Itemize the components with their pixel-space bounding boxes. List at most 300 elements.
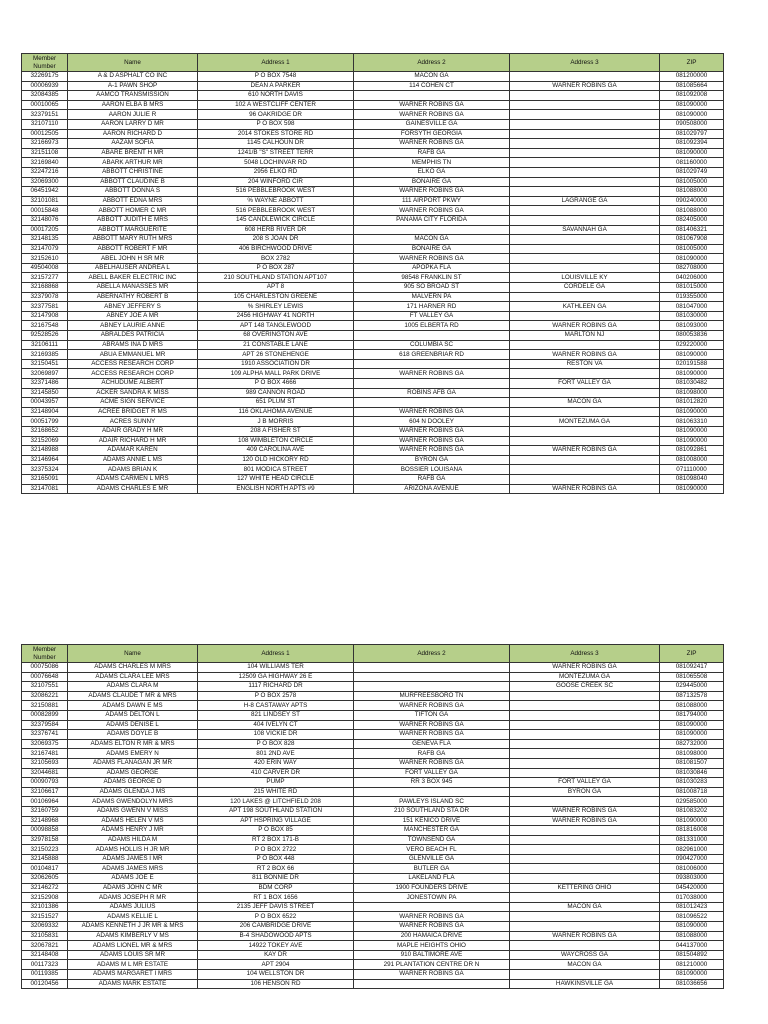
cell-name: ACREE BRIDGET R MS xyxy=(68,407,198,417)
cell-address-1: 108 WIMBLETON CIRCLE xyxy=(198,436,354,446)
cell-member-number: 00075086 xyxy=(22,663,68,673)
table-row xyxy=(22,302,724,312)
cell-address-2: WARNER ROBINS GA xyxy=(354,187,510,197)
cell-name: ABRALDES PATRICIA xyxy=(68,331,198,341)
cell-address-2 xyxy=(354,225,510,235)
cell-address-1: 105 CHARLESTON GREENE xyxy=(198,292,354,302)
cell-member-number: 32062605 xyxy=(22,874,68,884)
cell-member-number: 00090793 xyxy=(22,778,68,788)
cell-address-2: 1900 FOUNDERS DRIVE xyxy=(354,883,510,893)
cell-member-number: 32147079 xyxy=(22,244,68,254)
cell-address-2: BOSSIER LOUISANA xyxy=(354,465,510,475)
cell-address-3 xyxy=(510,388,660,398)
table-row xyxy=(22,235,724,245)
cell-member-number: 92528526 xyxy=(22,331,68,341)
table-row xyxy=(22,970,724,980)
cell-zip: 081036656 xyxy=(660,979,724,989)
cell-member-number: 32069300 xyxy=(22,177,68,187)
cell-address-3 xyxy=(510,369,660,379)
cell-address-2: 114 COHEN CT xyxy=(354,81,510,91)
cell-address-1: APT 198 SOUTHLAND STATION xyxy=(198,806,354,816)
cell-name: ABBOTT ROBERT F MR xyxy=(68,244,198,254)
cell-member-number: 32150451 xyxy=(22,359,68,369)
cell-member-number: 00104817 xyxy=(22,864,68,874)
cell-name: ABBOTT EDNA MRS xyxy=(68,196,198,206)
cell-address-2: WARNER ROBINS GA xyxy=(354,100,510,110)
cell-address-2: WARNER ROBINS GA xyxy=(354,970,510,980)
cell-member-number: 32379078 xyxy=(22,292,68,302)
cell-address-3: RESTON VA xyxy=(510,359,660,369)
cell-zip: 082961000 xyxy=(660,845,724,855)
cell-zip: 081065508 xyxy=(660,672,724,682)
cell-member-number: 32167481 xyxy=(22,749,68,759)
cell-address-1: ENGLISH NORTH APTS #9 xyxy=(198,484,354,494)
cell-name: ADAMS CHARLES E MR xyxy=(68,484,198,494)
cell-zip: 040206000 xyxy=(660,273,724,283)
table-row xyxy=(22,672,724,682)
table-row xyxy=(22,100,724,110)
member-table xyxy=(21,53,724,494)
cell-address-1: 516 PEBBLEBROOK WEST xyxy=(198,187,354,197)
cell-member-number: 32044681 xyxy=(22,768,68,778)
cell-name: ABEL JOHN H SR MR xyxy=(68,254,198,264)
cell-address-2: WARNER ROBINS GA xyxy=(354,701,510,711)
cell-zip: 081088000 xyxy=(660,206,724,216)
table-row xyxy=(22,292,724,302)
cell-zip: 081090000 xyxy=(660,407,724,417)
cell-zip: 081200000 xyxy=(660,72,724,82)
cell-name: ADAMS MARGARET I MRS xyxy=(68,970,198,980)
cell-address-1: P O BOX 4666 xyxy=(198,379,354,389)
cell-address-2 xyxy=(354,902,510,912)
cell-address-1: APT 2904 xyxy=(198,960,354,970)
cell-zip: 081098000 xyxy=(660,749,724,759)
cell-name: AARON ELBA B MRS xyxy=(68,100,198,110)
cell-member-number: 32069375 xyxy=(22,739,68,749)
cell-name: A & D ASPHALT CO INC xyxy=(68,72,198,82)
member-table-2-container xyxy=(21,644,723,989)
cell-zip: 090427000 xyxy=(660,854,724,864)
cell-address-2 xyxy=(354,398,510,408)
cell-member-number: 32151108 xyxy=(22,148,68,158)
cell-member-number: 32146964 xyxy=(22,455,68,465)
cell-zip: 081029749 xyxy=(660,167,724,177)
table-row xyxy=(22,91,724,101)
cell-member-number: 32086221 xyxy=(22,691,68,701)
cell-address-2 xyxy=(354,787,510,797)
cell-address-3: LOUISVILLE KY xyxy=(510,273,660,283)
cell-address-1: 21 CONSTABLE LANE xyxy=(198,340,354,350)
cell-address-2: GAINESVILLE GA xyxy=(354,119,510,129)
cell-address-2: PAWLEYS ISLAND SC xyxy=(354,797,510,807)
cell-address-2: BONAIRE GA xyxy=(354,177,510,187)
cell-address-3 xyxy=(510,455,660,465)
cell-address-1: APT 148 TANGLEWOOD xyxy=(198,321,354,331)
cell-address-3: FORT VALLEY GA xyxy=(510,379,660,389)
table-row xyxy=(22,835,724,845)
cell-address-3 xyxy=(510,826,660,836)
cell-address-3 xyxy=(510,110,660,120)
cell-address-3: KATHLEEN GA xyxy=(510,302,660,312)
cell-zip: 029220000 xyxy=(660,340,724,350)
cell-address-3 xyxy=(510,340,660,350)
cell-address-1: 208 A FISHER ST xyxy=(198,426,354,436)
cell-zip: 081816008 xyxy=(660,826,724,836)
cell-address-3: LAGRANGE GA xyxy=(510,196,660,206)
cell-address-1: 120 LAKES @ LITCHFIELD 208 xyxy=(198,797,354,807)
table-header-row xyxy=(22,645,724,663)
cell-zip: 081098040 xyxy=(660,474,724,484)
cell-name: ADAMS KIMBERLY V MS xyxy=(68,931,198,941)
cell-member-number: 32148988 xyxy=(22,446,68,456)
cell-address-2: FT VALLEY GA xyxy=(354,311,510,321)
cell-member-number: 32377581 xyxy=(22,302,68,312)
member-table-1-container xyxy=(21,53,723,494)
cell-address-2: 1005 ELBERTA RD xyxy=(354,321,510,331)
cell-address-3: HAWKINSVILLE GA xyxy=(510,979,660,989)
cell-zip: 019355000 xyxy=(660,292,724,302)
cell-name: AAMCO TRANSMISSION xyxy=(68,91,198,101)
cell-name: ADAMS GWENDOLYN MRS xyxy=(68,797,198,807)
cell-member-number: 32371486 xyxy=(22,379,68,389)
cell-member-number: 32379151 xyxy=(22,110,68,120)
cell-address-2: VERO BEACH FL xyxy=(354,845,510,855)
cell-zip: 081160000 xyxy=(660,158,724,168)
cell-member-number: 32269175 xyxy=(22,72,68,82)
cell-address-2 xyxy=(354,331,510,341)
cell-name: ADAMAR KAREN xyxy=(68,446,198,456)
cell-address-1: 215 WHITE RD xyxy=(198,787,354,797)
cell-zip: 081090000 xyxy=(660,730,724,740)
cell-member-number: 32978158 xyxy=(22,835,68,845)
cell-address-3 xyxy=(510,768,660,778)
table-header-row xyxy=(22,54,724,72)
cell-member-number: 32147908 xyxy=(22,311,68,321)
cell-address-1: 608 HERB RIVER DR xyxy=(198,225,354,235)
cell-name: ADAMS CLAUDE T MR & MRS xyxy=(68,691,198,701)
cell-address-3 xyxy=(510,730,660,740)
cell-address-1: BDM CORP xyxy=(198,883,354,893)
cell-address-3: WARNER ROBINS GA xyxy=(510,806,660,816)
cell-zip: 082708000 xyxy=(660,263,724,273)
cell-address-3 xyxy=(510,187,660,197)
table-row xyxy=(22,768,724,778)
cell-member-number: 00098858 xyxy=(22,826,68,836)
column-header-address-3: Address 3 xyxy=(510,54,660,72)
cell-address-2: RAFB GA xyxy=(354,749,510,759)
cell-address-2: WARNER ROBINS GA xyxy=(354,369,510,379)
cell-address-1: 821 LINDSEY ST xyxy=(198,710,354,720)
cell-address-3 xyxy=(510,311,660,321)
cell-member-number: 32151527 xyxy=(22,912,68,922)
cell-address-1: % WAYNE ABBOTT xyxy=(198,196,354,206)
table-row xyxy=(22,283,724,293)
cell-address-3 xyxy=(510,912,660,922)
table-row xyxy=(22,893,724,903)
cell-zip: 081030283 xyxy=(660,778,724,788)
table-row xyxy=(22,215,724,225)
cell-zip: 081098000 xyxy=(660,388,724,398)
cell-address-2: MEMPHIS TN xyxy=(354,158,510,168)
cell-address-3 xyxy=(510,426,660,436)
cell-address-3 xyxy=(510,292,660,302)
cell-address-3: WARNER ROBINS GA xyxy=(510,81,660,91)
cell-address-1: 1241/B "S" STREET TERR xyxy=(198,148,354,158)
cell-address-2 xyxy=(354,91,510,101)
cell-member-number: 32152069 xyxy=(22,436,68,446)
cell-name: ADAMS CARMEN L MRS xyxy=(68,474,198,484)
table-row xyxy=(22,244,724,254)
cell-member-number: 32168868 xyxy=(22,283,68,293)
cell-member-number: 32150881 xyxy=(22,701,68,711)
cell-address-2: TOWNSEND GA xyxy=(354,835,510,845)
cell-member-number: 32069897 xyxy=(22,369,68,379)
table-row xyxy=(22,110,724,120)
cell-address-2: 171 HARNER RD xyxy=(354,302,510,312)
cell-address-1: P O BOX 598 xyxy=(198,119,354,129)
cell-zip: 081090000 xyxy=(660,369,724,379)
cell-address-2: ARIZONA AVENUE xyxy=(354,484,510,494)
cell-member-number: 00051799 xyxy=(22,417,68,427)
cell-zip: 071110000 xyxy=(660,465,724,475)
cell-zip: 081088000 xyxy=(660,701,724,711)
cell-zip: 082732000 xyxy=(660,739,724,749)
cell-address-1: 127 WHITE HEAD CIRCLE xyxy=(198,474,354,484)
cell-address-3: WARNER ROBINS GA xyxy=(510,663,660,673)
table-row xyxy=(22,206,724,216)
cell-address-2: GENEVA FLA xyxy=(354,739,510,749)
cell-zip: 081088000 xyxy=(660,931,724,941)
table-row xyxy=(22,749,724,759)
cell-member-number: 32247216 xyxy=(22,167,68,177)
table-row xyxy=(22,710,724,720)
cell-name: ABBOTT DONNA S xyxy=(68,187,198,197)
cell-address-1: 145 CANDLEWICK CIRCLE xyxy=(198,215,354,225)
cell-zip: 090508000 xyxy=(660,119,724,129)
table-row xyxy=(22,845,724,855)
cell-member-number: 00017205 xyxy=(22,225,68,235)
table-row xyxy=(22,720,724,730)
cell-name: ADAMS ELTON R MR & MRS xyxy=(68,739,198,749)
cell-zip: 080053836 xyxy=(660,331,724,341)
cell-address-3 xyxy=(510,474,660,484)
cell-zip: 081030482 xyxy=(660,379,724,389)
cell-member-number: 49504008 xyxy=(22,263,68,273)
cell-address-3: WARNER ROBINS GA xyxy=(510,446,660,456)
cell-member-number: 00012505 xyxy=(22,129,68,139)
cell-address-1: DEAN A PARKER xyxy=(198,81,354,91)
cell-address-1: 610 NORTH DAVIS xyxy=(198,91,354,101)
cell-zip: 081090000 xyxy=(660,436,724,446)
cell-zip: 081030846 xyxy=(660,768,724,778)
cell-address-3 xyxy=(510,874,660,884)
cell-member-number: 32145850 xyxy=(22,388,68,398)
cell-name: ABBOTT MARY RUTH MRS xyxy=(68,235,198,245)
cell-address-3: WAYCROSS GA xyxy=(510,950,660,960)
table-row xyxy=(22,388,724,398)
cell-address-1: 108 VICKIE DR xyxy=(198,730,354,740)
column-header-address-1: Address 1 xyxy=(198,645,354,663)
cell-address-2: WARNER ROBINS GA xyxy=(354,254,510,264)
cell-address-1: 14922 TOKEY AVE xyxy=(198,941,354,951)
cell-address-1: 801 2ND AVE xyxy=(198,749,354,759)
table-row xyxy=(22,941,724,951)
cell-address-3 xyxy=(510,129,660,139)
table-row xyxy=(22,787,724,797)
table-row xyxy=(22,474,724,484)
cell-name: ADAIR GRADY H MR xyxy=(68,426,198,436)
cell-member-number: 32150223 xyxy=(22,845,68,855)
cell-address-1: 106 HENSON RD xyxy=(198,979,354,989)
cell-address-1: P O BOX 448 xyxy=(198,854,354,864)
table-row xyxy=(22,407,724,417)
table-row xyxy=(22,682,724,692)
cell-zip: 081794000 xyxy=(660,710,724,720)
cell-address-2 xyxy=(354,682,510,692)
cell-address-1: APT HSPRING VILLAGE xyxy=(198,816,354,826)
cell-address-3: CORDELE GA xyxy=(510,283,660,293)
cell-member-number: 00015848 xyxy=(22,206,68,216)
table-row xyxy=(22,465,724,475)
cell-member-number: 00082899 xyxy=(22,710,68,720)
cell-address-3 xyxy=(510,167,660,177)
cell-zip: 081029797 xyxy=(660,129,724,139)
table-row xyxy=(22,379,724,389)
cell-zip: 081090000 xyxy=(660,254,724,264)
cell-member-number: 32148968 xyxy=(22,816,68,826)
table-row xyxy=(22,225,724,235)
cell-address-3: GOOSE CREEK SC xyxy=(510,682,660,692)
cell-address-2 xyxy=(354,672,510,682)
table-row xyxy=(22,663,724,673)
cell-address-2: MURFREESBORO TN xyxy=(354,691,510,701)
cell-zip: 029585000 xyxy=(660,797,724,807)
cell-zip: 045420000 xyxy=(660,883,724,893)
cell-address-2 xyxy=(354,979,510,989)
cell-address-2: 200 HAMAICA DRIVE xyxy=(354,931,510,941)
cell-zip: 081092008 xyxy=(660,91,724,101)
table-row xyxy=(22,340,724,350)
cell-member-number: 32084385 xyxy=(22,91,68,101)
cell-member-number: 00076648 xyxy=(22,672,68,682)
cell-address-3 xyxy=(510,177,660,187)
cell-name: ABELHAUSER ANDREA L xyxy=(68,263,198,273)
cell-address-2: BUTLER GA xyxy=(354,864,510,874)
table-row xyxy=(22,369,724,379)
cell-zip: 081081507 xyxy=(660,758,724,768)
table-row xyxy=(22,922,724,932)
cell-member-number: 32375324 xyxy=(22,465,68,475)
column-header-member-number: Member Number xyxy=(22,645,68,663)
table-row xyxy=(22,730,724,740)
table-row xyxy=(22,196,724,206)
cell-zip: 081090000 xyxy=(660,816,724,826)
table-row xyxy=(22,902,724,912)
cell-member-number: 32148135 xyxy=(22,235,68,245)
cell-address-1: RT 1 BOX 1656 xyxy=(198,893,354,903)
cell-name: ADAMS M L MR ESTATE xyxy=(68,960,198,970)
table-row xyxy=(22,158,724,168)
cell-zip: 081090000 xyxy=(660,110,724,120)
cell-address-2: RR 3 BOX 945 xyxy=(354,778,510,788)
cell-zip: 090240000 xyxy=(660,196,724,206)
cell-address-1: 651 PLUM ST xyxy=(198,398,354,408)
cell-address-2: APOPKA FLA xyxy=(354,263,510,273)
table-row xyxy=(22,950,724,960)
cell-address-3 xyxy=(510,893,660,903)
cell-name: ADAMS LIONEL MR & MRS xyxy=(68,941,198,951)
cell-address-2: WARNER ROBINS GA xyxy=(354,720,510,730)
cell-address-1: 104 WILLIAMS TER xyxy=(198,663,354,673)
cell-member-number: 32105831 xyxy=(22,931,68,941)
cell-member-number: 32168652 xyxy=(22,426,68,436)
cell-address-3 xyxy=(510,119,660,129)
cell-member-number: 32106617 xyxy=(22,787,68,797)
cell-member-number: 32146272 xyxy=(22,883,68,893)
cell-name: ADAMS GEORGE xyxy=(68,768,198,778)
cell-member-number: 32105693 xyxy=(22,758,68,768)
cell-member-number: 32152610 xyxy=(22,254,68,264)
cell-address-2: ELKO GA xyxy=(354,167,510,177)
cell-zip: 081008718 xyxy=(660,787,724,797)
table-row xyxy=(22,72,724,82)
table-row xyxy=(22,359,724,369)
column-header-address-1: Address 1 xyxy=(198,54,354,72)
cell-name: ADAMS JAMES I MR xyxy=(68,854,198,864)
cell-address-3: KETTERING OHIO xyxy=(510,883,660,893)
cell-address-1: 104 WELLSTON DR xyxy=(198,970,354,980)
cell-address-2: WARNER ROBINS GA xyxy=(354,446,510,456)
cell-name: ACHUDUME ALBERT xyxy=(68,379,198,389)
cell-name: ABARK ARTHUR MR xyxy=(68,158,198,168)
cell-address-2: ROBINS AFB GA xyxy=(354,388,510,398)
cell-address-3 xyxy=(510,148,660,158)
cell-address-1: B-4 SHADOWOOD APTS xyxy=(198,931,354,941)
cell-address-3: WARNER ROBINS GA xyxy=(510,350,660,360)
cell-member-number: 32107551 xyxy=(22,682,68,692)
table-row xyxy=(22,691,724,701)
cell-zip: 081406321 xyxy=(660,225,724,235)
table-row xyxy=(22,167,724,177)
cell-address-3 xyxy=(510,970,660,980)
cell-zip: 081504892 xyxy=(660,950,724,960)
cell-address-1: P O BOX 7548 xyxy=(198,72,354,82)
cell-member-number: 32166973 xyxy=(22,139,68,149)
cell-zip: 081092861 xyxy=(660,446,724,456)
cell-name: ABBOTT MARGUERITE xyxy=(68,225,198,235)
cell-address-1: 206 CAMBRIDGE DRIVE xyxy=(198,922,354,932)
cell-zip: 081092417 xyxy=(660,663,724,673)
cell-name: ABNEY LAURIE ANNE xyxy=(68,321,198,331)
cell-address-1: BOX 2782 xyxy=(198,254,354,264)
cell-zip: 081090000 xyxy=(660,484,724,494)
cell-address-1: 2956 ELKO RD xyxy=(198,167,354,177)
cell-address-1: 210 SOUTHLAND STATION APT107 xyxy=(198,273,354,283)
cell-address-3 xyxy=(510,206,660,216)
cell-member-number: 32067821 xyxy=(22,941,68,951)
table-row xyxy=(22,701,724,711)
cell-zip: 081090000 xyxy=(660,350,724,360)
cell-name: ADAMS BRIAN K xyxy=(68,465,198,475)
cell-name: ADAMS JULIUS xyxy=(68,902,198,912)
cell-zip: 081063310 xyxy=(660,417,724,427)
cell-name: ADAMS JOHN C MR xyxy=(68,883,198,893)
cell-address-3 xyxy=(510,854,660,864)
cell-zip: 029445000 xyxy=(660,682,724,692)
cell-member-number: 00117323 xyxy=(22,960,68,970)
table-row xyxy=(22,187,724,197)
cell-address-1: P O BOX 85 xyxy=(198,826,354,836)
